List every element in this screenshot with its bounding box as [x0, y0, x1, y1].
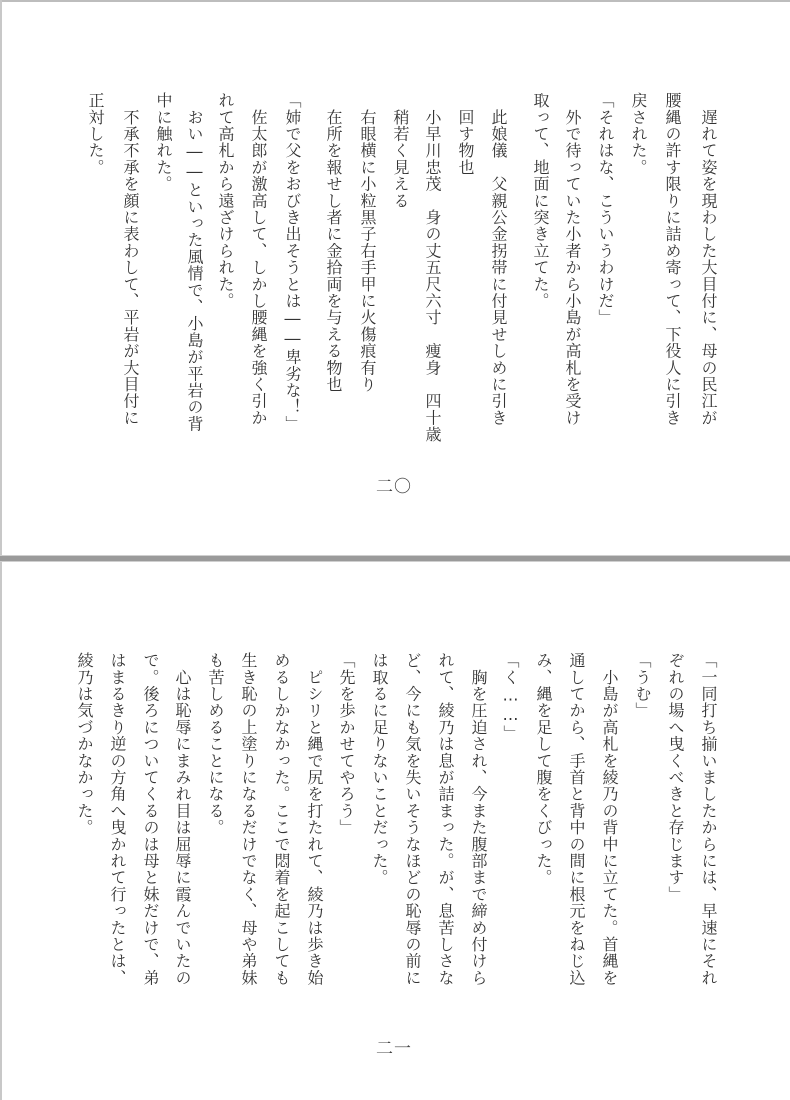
- text-column: 小島が高札を綾乃の背中に立てた。首縄を: [600, 652, 619, 986]
- notice-column: 此娘儀 父親公金拐帯に付見せしめに引き: [489, 92, 508, 426]
- text-column: で。後ろについてくるのは母と妹だけで、弟: [141, 652, 160, 986]
- text-column: は取るに足りないことだった。: [370, 652, 389, 886]
- text-column: 中に触れた。: [154, 92, 173, 193]
- text-column: 正対した。: [86, 92, 105, 176]
- text-column: 「それはな、こういうわけだ」: [596, 92, 615, 326]
- notice-column: 右眼横に小粒黒子右手甲に火傷痕有り: [358, 92, 377, 393]
- text-column: ぞれの場へ曳くべきと存じます」: [666, 652, 685, 903]
- text-column: ど、今にも気を失いそうなほどの恥辱の前に: [403, 652, 422, 986]
- notice-column: 小早川忠茂 身の丈五尺六寸 痩身 四十歳: [423, 92, 442, 443]
- text-column: ピシリと縄で尻を打たれて、綾乃は歩き始: [305, 652, 324, 986]
- text-column: 生き恥の上塗りになるだけでなく、母や弟妹: [239, 652, 258, 986]
- notice-column: 回す物也: [456, 92, 475, 176]
- text-column: 「姉で父をおびき出そうとは――卑劣な！」: [283, 92, 302, 432]
- text-column: 綾乃は気づかなかった。: [75, 652, 94, 836]
- text-column: 「一同打ち揃いましたからには、早速にそれ: [699, 652, 718, 986]
- page-number: 二一: [376, 1039, 412, 1059]
- text-column: れて、綾乃は息が詰まった。が、息苦しさな: [436, 652, 455, 986]
- text-column: 「うむ」: [633, 652, 652, 719]
- text-column: 心は恥辱にまみれ目は屈辱に霞んでいたの: [173, 652, 192, 986]
- text-column: 遅れて姿を現わした大目付に、母の民江が: [699, 92, 718, 426]
- text-column: 外で待っていた小者から小島が高札を受け: [563, 92, 582, 426]
- page-separator: [0, 555, 790, 562]
- notice-column: 在所を報せし者に金拾両を与える物也: [324, 92, 343, 393]
- text-column: 取って、地面に突き立てた。: [531, 92, 550, 310]
- page-20: [2, 2, 788, 555]
- text-column: 腰縄の許す限りに詰め寄って、下役人に引き: [663, 92, 682, 426]
- text-column: 「く……」: [501, 652, 520, 742]
- text-column: れて高札から遠ざけられた。: [216, 92, 235, 310]
- text-column: 通してから、手首と背中の間に根元をねじ込: [567, 652, 586, 986]
- text-column: 「先を歩かせてやろう」: [337, 652, 356, 836]
- text-column: み、縄を足して腹をくびった。: [534, 652, 553, 886]
- text-column: はまるきり逆の方角へ曳かれて行ったとは、: [108, 652, 127, 986]
- text-column: 佐太郎が激高して、しかし腰縄を強く引か: [249, 92, 268, 426]
- notice-column: 稍若く見える: [391, 92, 410, 209]
- text-column: めるしかなかった。ここで悶着を起こしても: [272, 652, 291, 986]
- page-number: 二〇: [376, 477, 412, 497]
- text-column: 不承不承を顔に表わして、平岩が大目付に: [121, 92, 140, 426]
- text-column: おい――といった風情で、小島が平岩の背: [185, 92, 204, 432]
- text-column: 胸を圧迫され、今また腹部まで締め付けら: [469, 652, 488, 986]
- text-column: も苦しめることになる。: [206, 652, 225, 836]
- page-21: [2, 562, 788, 1100]
- text-column: 戻された。: [629, 92, 648, 176]
